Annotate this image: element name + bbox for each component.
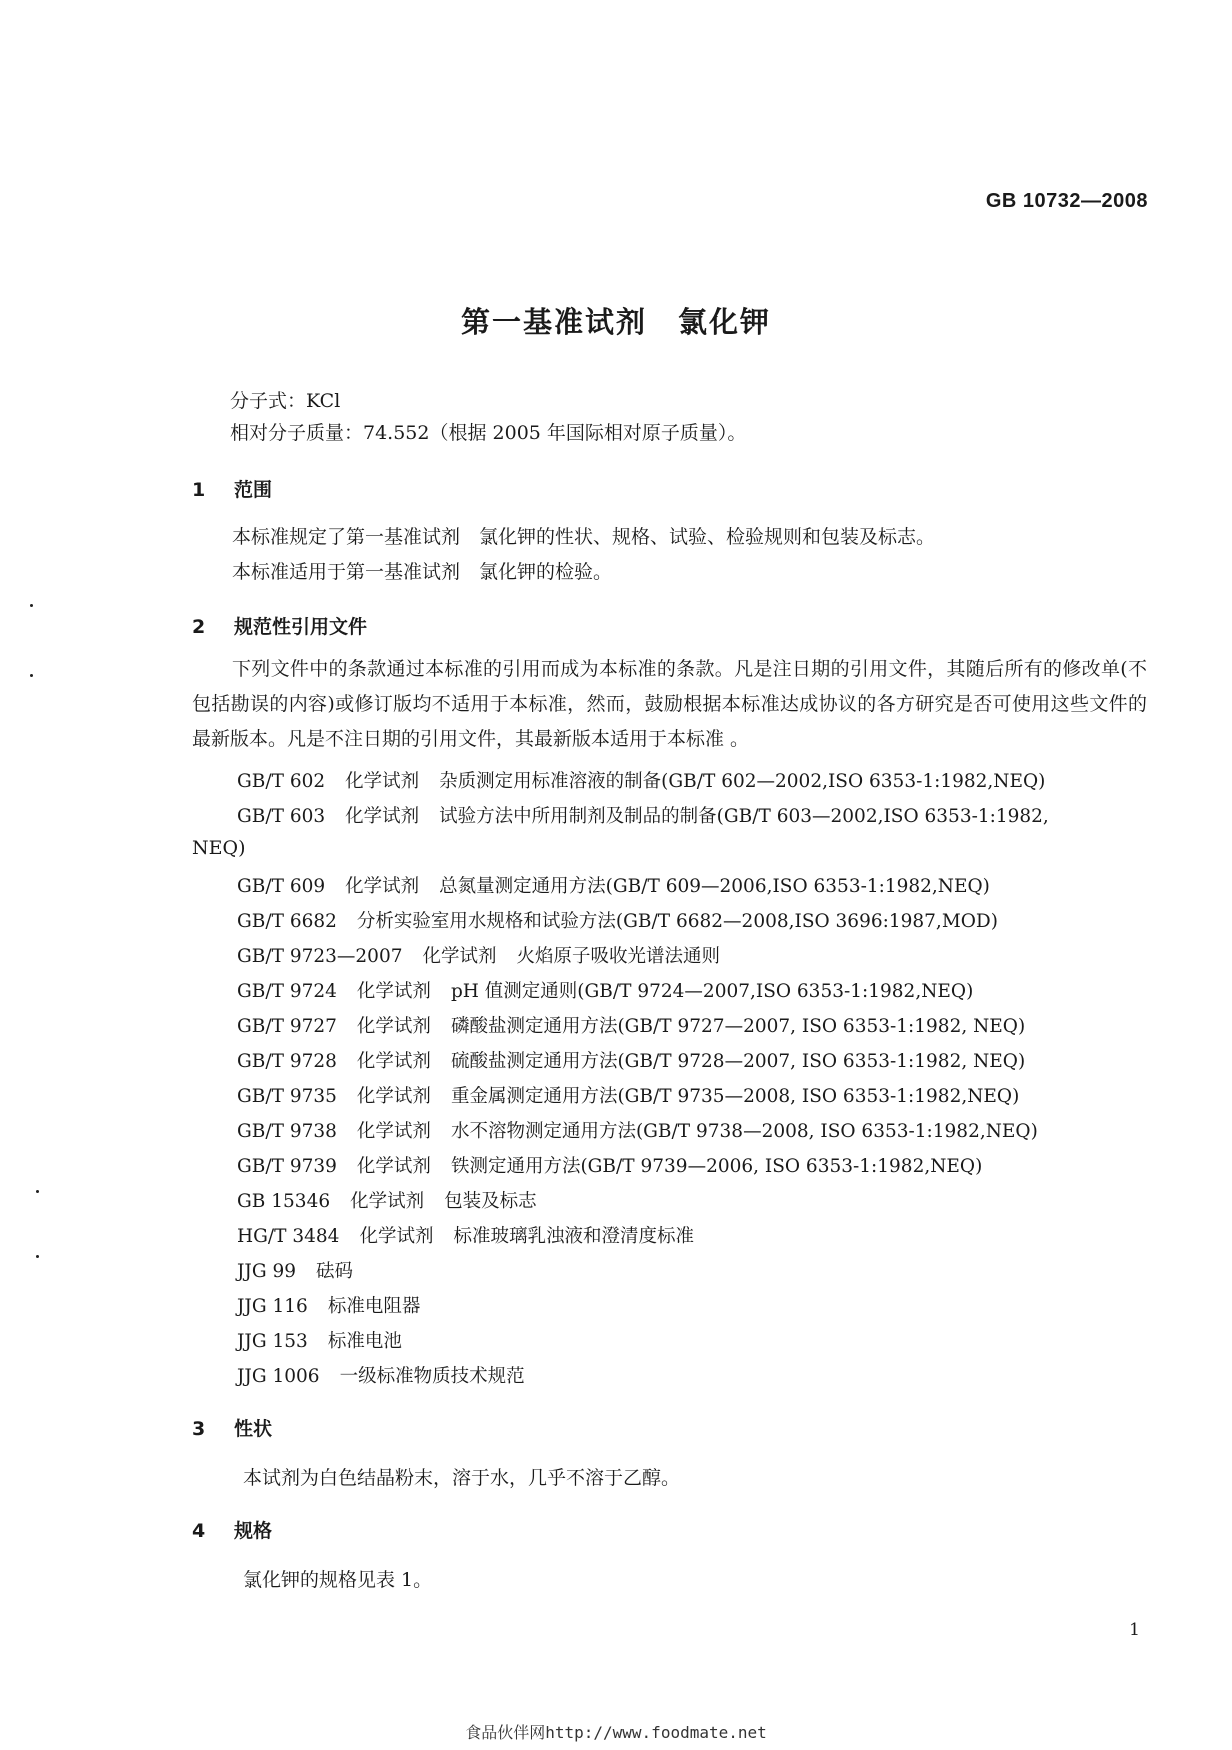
reference-code: HG/T 3484 xyxy=(237,1226,340,1247)
reference-item xyxy=(237,1327,402,1353)
reference-item xyxy=(237,1117,1038,1143)
reference-title: 杂质测定用标准溶液的制备(GB/T 602—2002,ISO 6353-1:1982,NEQ) xyxy=(439,771,1046,792)
reference-code: GB/T 9738 xyxy=(237,1121,337,1142)
properties-text: 本试剂为白色结晶粉末，溶于水，几乎不溶于乙醇。 xyxy=(243,1467,681,1489)
reference-title: 总氮量测定通用方法(GB/T 609—2006,ISO 6353-1:1982,NEQ) xyxy=(439,876,990,897)
scope-line-1: 本标准规定了第一基准试剂 氯化钾的性状、规格、试验、检验规则和包装及标志。 xyxy=(232,526,936,548)
reference-item xyxy=(237,1152,982,1178)
reference-category: 化学试剂 xyxy=(356,1016,431,1037)
reference-item xyxy=(237,907,998,933)
section-heading-2 xyxy=(192,612,367,639)
reference-item xyxy=(237,1362,525,1388)
reference-title: 磷酸盐测定通用方法(GB/T 9727—2007, ISO 6353-1:1982, NEQ) xyxy=(450,1016,1026,1037)
reference-code: JJG 1006 xyxy=(237,1366,320,1387)
reference-title: 包装及标志 xyxy=(444,1191,537,1212)
reference-title: 砝码 xyxy=(316,1261,354,1282)
reference-category: 化学试剂 xyxy=(345,806,420,827)
reference-title: 水不溶物测定通用方法(GB/T 9738—2008, ISO 6353-1:1982,NEQ) xyxy=(450,1121,1038,1142)
reference-title: 标准电阻器 xyxy=(327,1296,421,1317)
section-number: 2 xyxy=(192,616,206,638)
reference-item xyxy=(237,1012,1025,1038)
molecular-formula: 分子式：KCl xyxy=(230,390,341,412)
reference-category: 化学试剂 xyxy=(356,1156,431,1177)
reference-code: GB/T 609 xyxy=(237,876,326,897)
section-title: 规格 xyxy=(234,1520,273,1542)
reference-code: GB/T 9735 xyxy=(237,1086,337,1107)
spec-text: 氯化钾的规格见表 1。 xyxy=(243,1569,433,1591)
page-number: 1 xyxy=(1129,1620,1140,1640)
reference-code: GB/T 9728 xyxy=(237,1051,337,1072)
reference-title: 硫酸盐测定通用方法(GB/T 9728—2007, ISO 6353-1:1982, NEQ) xyxy=(450,1051,1026,1072)
footer-watermark: 食品伙伴网http://www.foodmate.net xyxy=(465,1723,767,1742)
reference-item xyxy=(237,1082,1019,1108)
reference-item xyxy=(237,767,1045,793)
reference-item xyxy=(237,977,973,1003)
scope-line-2: 本标准适用于第一基准试剂 氯化钾的检验。 xyxy=(232,561,613,583)
section-title: 性状 xyxy=(234,1418,273,1440)
reference-code: GB/T 603 xyxy=(237,806,326,827)
section-number: 1 xyxy=(192,479,206,501)
scan-speck xyxy=(30,674,33,677)
references-intro: 下列文件中的条款通过本标准的引用而成为本标准的条款。凡是注日期的引用文件，其随后所有的修改单(不包括勘误的内容)或修订版均不适用于本标准，然而，鼓励根据本标准达成协议的各方研究是否可使用这些文件的最新版本。凡是不注日期的引用文件，其最新版本适用于本标准 。 xyxy=(192,658,1147,750)
reference-title: 铁测定通用方法(GB/T 9739—2006, ISO 6353-1:1982,NEQ) xyxy=(450,1156,983,1177)
reference-code: JJG 116 xyxy=(237,1296,308,1317)
reference-category: 化学试剂 xyxy=(359,1226,434,1247)
section-title: 范围 xyxy=(234,479,273,501)
reference-title: 试验方法中所用制剂及制品的制备(GB/T 603—2002,ISO 6353-1:1982, xyxy=(439,806,1049,827)
reference-item xyxy=(237,872,990,898)
reference-code: GB/T 9727 xyxy=(237,1016,337,1037)
reference-continuation: NEQ) xyxy=(192,837,246,859)
reference-item xyxy=(237,1257,353,1283)
section-title: 规范性引用文件 xyxy=(234,616,368,638)
reference-code: GB 15346 xyxy=(237,1191,331,1212)
reference-category: 化学试剂 xyxy=(356,1086,431,1107)
section-heading-1 xyxy=(192,475,272,502)
reference-item xyxy=(237,802,1049,828)
reference-category: 化学试剂 xyxy=(345,876,420,897)
scan-speck xyxy=(36,1255,39,1258)
reference-item xyxy=(237,1292,420,1318)
reference-item xyxy=(237,1047,1025,1073)
molecular-mass: 相对分子质量：74.552（根据 2005 年国际相对原子质量）。 xyxy=(230,422,747,444)
reference-category: 化学试剂 xyxy=(356,981,431,1002)
reference-code: JJG 99 xyxy=(237,1261,297,1282)
reference-title: 重金属测定通用方法(GB/T 9735—2008, ISO 6353-1:1982,NEQ) xyxy=(450,1086,1020,1107)
reference-category: 化学试剂 xyxy=(350,1191,425,1212)
scan-speck xyxy=(30,604,33,607)
section-number: 4 xyxy=(192,1520,206,1542)
reference-title: 一级标准物质技术规范 xyxy=(339,1366,525,1387)
reference-title: 分析实验室用水规格和试验方法(GB/T 6682—2008,ISO 3696:1987,MOD) xyxy=(356,911,998,932)
reference-code: JJG 153 xyxy=(237,1331,308,1352)
reference-code: GB/T 9739 xyxy=(237,1156,337,1177)
reference-code: GB/T 9724 xyxy=(237,981,337,1002)
section-number: 3 xyxy=(192,1418,206,1440)
scan-speck xyxy=(36,1190,39,1193)
reference-category: 化学试剂 xyxy=(356,1051,431,1072)
reference-title: 标准玻璃乳浊液和澄清度标准 xyxy=(453,1226,694,1247)
reference-code: GB/T 6682 xyxy=(237,911,337,932)
reference-item xyxy=(237,942,720,968)
reference-title: pH 值测定通则(GB/T 9724—2007,ISO 6353-1:1982,NEQ) xyxy=(450,981,974,1002)
reference-item xyxy=(237,1222,694,1248)
document-title: 第一基准试剂 氯化钾 xyxy=(460,305,771,339)
reference-category: 化学试剂 xyxy=(422,946,497,967)
reference-category: 化学试剂 xyxy=(356,1121,431,1142)
reference-title: 火焰原子吸收光谱法通则 xyxy=(516,946,721,967)
reference-title: 标准电池 xyxy=(327,1331,402,1352)
reference-code: GB/T 9723—2007 xyxy=(237,946,403,967)
standard-number: GB 10732—2008 xyxy=(985,190,1148,212)
reference-category: 化学试剂 xyxy=(345,771,420,792)
section-heading-4 xyxy=(192,1516,272,1543)
reference-code: GB/T 602 xyxy=(237,771,326,792)
section-heading-3 xyxy=(192,1414,272,1441)
reference-item xyxy=(237,1187,537,1213)
